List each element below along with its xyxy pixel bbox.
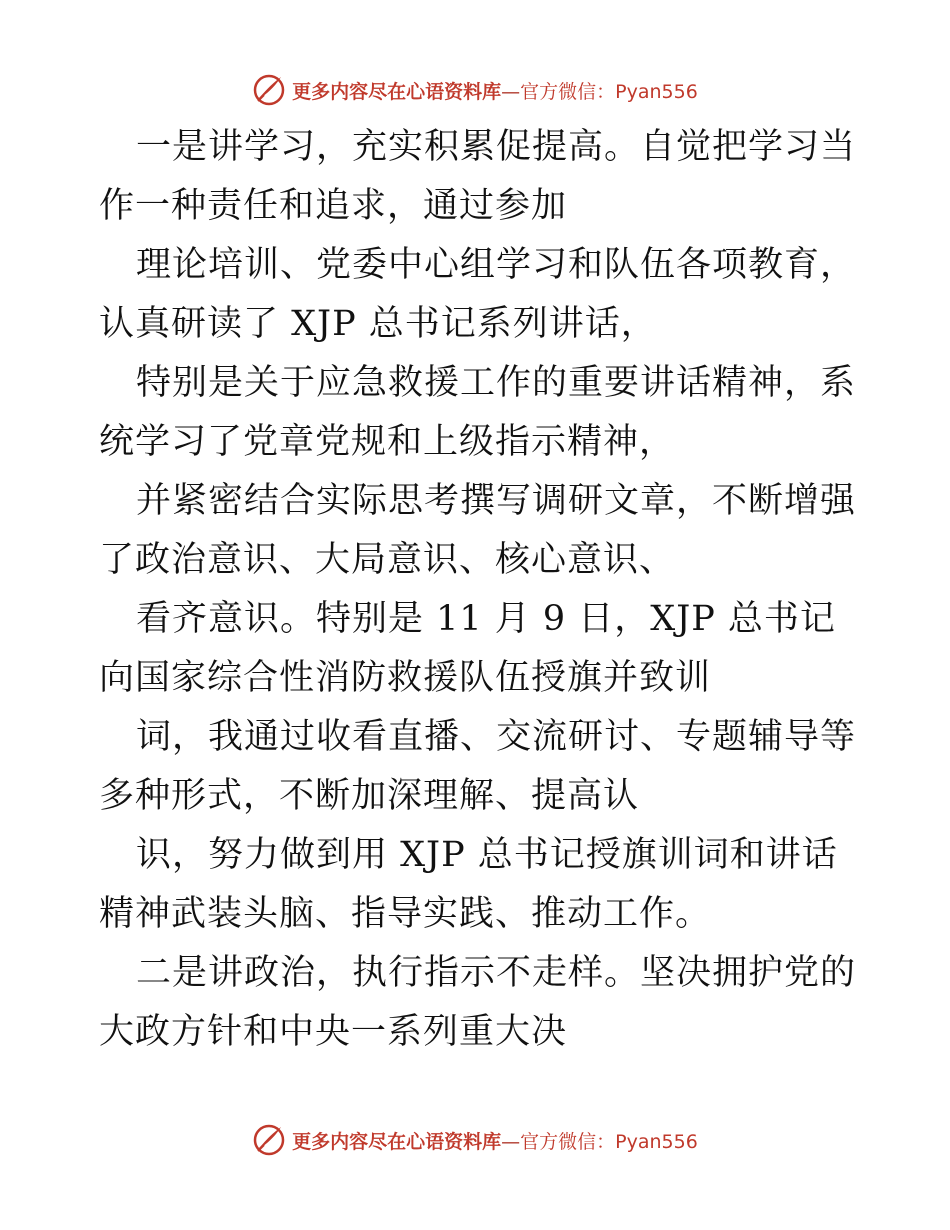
footer-banner-separator: —	[501, 1130, 521, 1153]
paragraph-2: 理论培训、党委中心组学习和队伍各项教育，认真研读了 XJP 总书记系列讲话，	[99, 245, 857, 344]
paragraph-4: 并紧密结合实际思考撰写调研文章，不断增强了政治意识、大局意识、核心意识、	[99, 481, 857, 580]
paragraph-8: 二是讲政治，执行指示不走样。坚决拥护党的大政方针和中央一系列重大决	[99, 953, 857, 1052]
footer-banner-account: 官方微信：Pyan556	[520, 1130, 698, 1153]
paragraph-1: 一是讲学习，充实积累促提高。自觉把学习当作一种责任和追求，通过参加	[99, 127, 857, 226]
header-banner-text	[292, 77, 698, 104]
quill-pen-circle-icon	[252, 1123, 286, 1157]
footer-banner-text	[292, 1127, 698, 1154]
header-banner-separator: —	[501, 80, 521, 103]
paragraph-5: 看齐意识。特别是 11 月 9 日，XJP 总书记向国家综合性消防救援队伍授旗并致训	[99, 599, 836, 698]
paragraph-6: 词，我通过收看直播、交流研讨、专题辅导等多种形式，不断加深理解、提高认	[99, 717, 857, 816]
footer-banner-main: 更多内容尽在心语资料库	[292, 1130, 502, 1153]
footer-banner	[0, 1120, 950, 1160]
paragraph-3: 特别是关于应急救援工作的重要讲话精神，系统学习了党章党规和上级指示精神，	[99, 363, 857, 462]
document-body	[99, 118, 859, 1062]
header-banner-account: 官方微信：Pyan556	[520, 80, 698, 103]
header-banner-main: 更多内容尽在心语资料库	[292, 80, 502, 103]
header-banner	[0, 70, 950, 110]
paragraph-7: 识，努力做到用 XJP 总书记授旗训词和讲话精神武装头脑、指导实践、推动工作。	[99, 835, 838, 934]
quill-pen-circle-icon	[252, 73, 286, 107]
